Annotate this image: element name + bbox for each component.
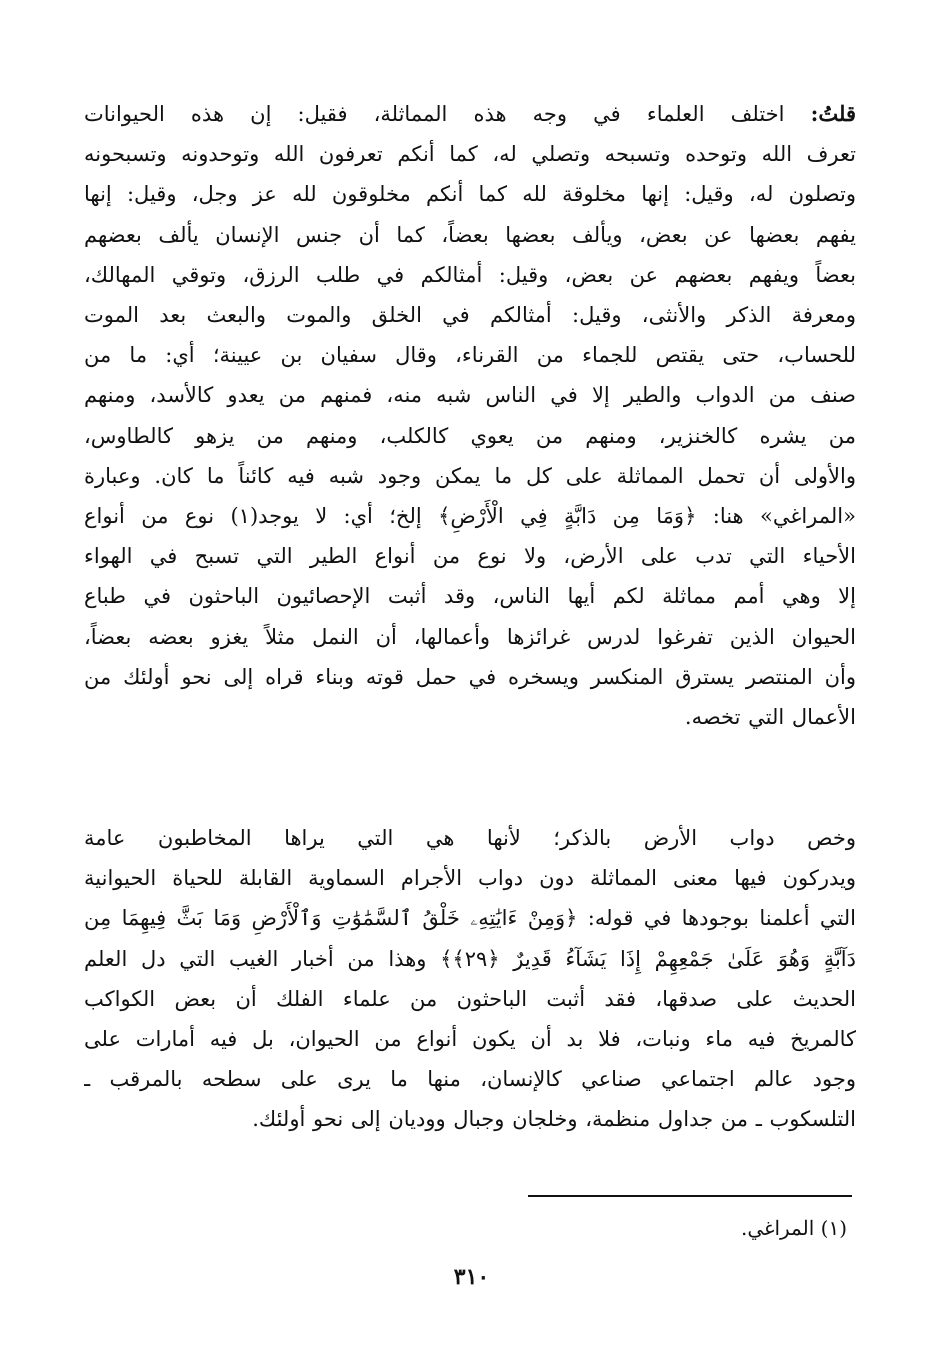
paragraph-2-line-3: التي أعلمنا بوجودها في قوله: ﴿وَمِنْ ءَايَٰتِهِۦ خَلْقُ ٱلسَّمَٰوَٰتِ وَٱلْأَرْضِ وَمَا بَثَّ فِيهِمَا مِن (84, 906, 856, 931)
paragraph-1-line-15: وأن المنتصر يسترق المنكسر ويسخره في حمل قوته وبناء قراه إلى نحو أولئك من (84, 664, 856, 689)
paragraph-1-line-11: «المراغي» هنا: ﴿وَمَا مِن دَابَّةٍ فِي الْأَرْضِ﴾ إلخ؛ أي: لا يوجد(١) نوع من أنواع (84, 504, 856, 529)
paragraph-1-line-2: تعرف الله وتوحده وتسبحه وتصلي له، كما أنكم تعرفون الله وتوحدونه وتسبحونه (84, 142, 856, 167)
paragraph-1-line-9: من يشره كالخنزير، ومنهم من يعوي كالكلب، ومنهم من يزهو كالطاوس، (84, 423, 856, 448)
paragraph-1-line-16: الأعمال التي تخصه. (684, 705, 856, 730)
paragraph-1-line-3: وتصلون له، وقيل: إنها مخلوقة لله كما أنكم مخلوقون لله عز وجل، وقيل: إنها (84, 182, 856, 207)
page-number: ٣١٠ (453, 1264, 490, 1290)
paragraph-2-line-4: دَآبَّةٍ وَهُوَ عَلَىٰ جَمْعِهِمْ إِذَا يَشَآءُ قَدِيرٌ ﴿٢٩﴾﴾ وهذا من أخبار الغيب التي دل العلم (84, 946, 856, 971)
paragraph-2-line-2: ويدركون فيها معنى المماثلة دون دواب الأجرام السماوية القابلة للحياة الحيوانية (84, 866, 856, 891)
paragraph-2 (84, 818, 856, 1140)
qultu-lead: قلتُ: (810, 101, 856, 126)
paragraph-1-line-10: والأولى أن تحمل المماثلة على كل ما يمكن وجود شبه فيه كائناً ما كان. وعبارة (84, 463, 856, 488)
paragraph-1-line-14: الحيوان الذين تفرغوا لدرس غرائزها وأعمالها، أن النمل مثلاً يغزو بعضه بعضاً، (84, 624, 856, 649)
paragraph-1-line-13: إلا وهي أمم مماثلة لكم أيها الناس، وقد أثبت الإحصائيون الباحثون في طباع (84, 584, 856, 609)
paragraph-2-line-7: وجود عالم اجتماعي صناعي كالإنسان، منها ما يرى على سطحه بالمرقب ـ (84, 1067, 856, 1092)
paragraph-1-line-12: الأحياء التي تدب على الأرض، ولا نوع من أنواع الطير التي تسبح في الهواء (84, 544, 856, 569)
paragraph-1-line-6: ومعرفة الذكر والأنثى، وقيل: أمثالكم في الخلق والموت والبعث بعد الموت (84, 303, 856, 328)
footnote-marker: (١) (820, 1216, 847, 1240)
footnote-divider (528, 1195, 852, 1197)
paragraph-1-line-4: يفهم بعضها عن بعض، ويألف بعضها بعضاً، كما أن جنس الإنسان يألف بعضهم (84, 222, 856, 247)
paragraph-1-line-5: بعضاً ويفهم بعضهم عن بعض، وقيل: أمثالكم في طلب الرزق، وتوقي المهالك، (84, 262, 856, 287)
paragraph-1-line-1 (84, 94, 856, 134)
paragraph-2-line-8: التلسكوب ـ من جداول منظمة، وخلجان وجبال ووديان إلى نحو أولئك. (252, 1107, 856, 1132)
paragraph-2-line-6: كالمريخ فيه ماء ونبات، فلا بد أن يكون أنواع من الحيوان، بل فيه أمارات على (84, 1027, 856, 1052)
line-text: اختلف العلماء في وجه هذه المماثلة، فقيل: إن هذه الحيوانات (84, 102, 785, 126)
paragraph-2-line-5: الحديث على صدقها، فقد أثبت الباحثون من علماء الفلك أن بعض الكواكب (84, 986, 856, 1011)
paragraph-1 (84, 94, 856, 737)
footnote-text: المراغي. (740, 1216, 815, 1240)
paragraph-2-line-1: وخص دواب الأرض بالذكر؛ لأنها هي التي يراها المخاطبون عامة (84, 826, 856, 850)
footnote (741, 1213, 847, 1243)
paragraph-1-line-7: للحساب، حتى يقتص للجماء من القرناء، وقال سفيان بن عيينة؛ أي: ما من (84, 343, 856, 368)
paragraph-1-line-8: صنف من الدواب والطير إلا في الناس شبه منه، فمنهم من يعدو كالأسد، ومنهم (84, 383, 856, 408)
